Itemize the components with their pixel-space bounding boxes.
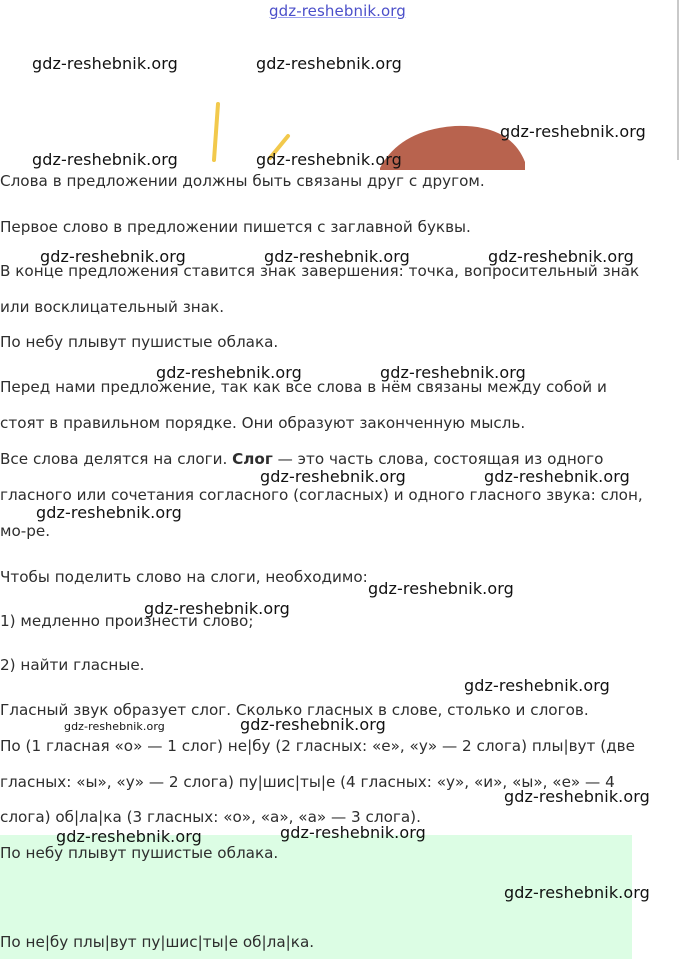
watermark[interactable]: gdz-reshebnik.org <box>256 54 402 73</box>
paragraph-ending-line2: или восклицательный знак. <box>0 298 225 316</box>
paragraph-syllable-line2: гласного или сочетания согласного (согласных) и одного гласного звука: слон, <box>0 486 643 504</box>
watermark[interactable]: gdz-reshebnik.org <box>488 247 634 266</box>
watermark[interactable]: gdz-reshebnik.org <box>144 599 290 618</box>
list-step-2: 2) найти гласные. <box>0 656 145 674</box>
watermark[interactable]: gdz-reshebnik.org <box>464 676 610 695</box>
watermark[interactable]: gdz-reshebnik.org <box>40 247 186 266</box>
paragraph-capital-letter: Первое слово в предложении пишется с заглавной буквы. <box>0 218 471 236</box>
paragraph-example-sentence: По небу плывут пушистые облака. <box>0 333 279 351</box>
paragraph-explanation-line1: Перед нами предложение, так как все слова в нём связаны между собой и <box>0 378 607 396</box>
watermark[interactable]: gdz-reshebnik.org <box>256 150 402 169</box>
watermark[interactable]: gdz-reshebnik.org <box>504 883 650 902</box>
page-edge-line <box>677 0 679 160</box>
watermark[interactable]: gdz-reshebnik.org <box>484 467 630 486</box>
watermark[interactable]: gdz-reshebnik.org <box>156 363 302 382</box>
paragraph-ending-line1: В конце предложения ставится знак завершения: точка, вопросительный знак <box>0 262 640 280</box>
watermark[interactable]: gdz-reshebnik.org <box>260 467 406 486</box>
watermark[interactable]: gdz-reshebnik.org <box>240 715 386 734</box>
watermark-small[interactable]: gdz-reshebnik.org <box>64 720 165 733</box>
syllable-definition: — это часть слова, состоящая из одного <box>272 450 604 468</box>
syllable-term: Слог <box>232 450 273 468</box>
watermark[interactable]: gdz-reshebnik.org <box>500 122 646 141</box>
watermark-top[interactable]: gdz-reshebnik.org <box>269 2 406 20</box>
answer-syllables: По не|бу плы|вут пу|шис|ты|е об|ла|ка. <box>0 933 315 951</box>
watermark[interactable]: gdz-reshebnik.org <box>280 823 426 842</box>
watermark[interactable]: gdz-reshebnik.org <box>36 503 182 522</box>
paragraph-analysis-line2: гласных: «ы», «у» — 2 слога) пу|шис|ты|е (4 гласных: «у», «и», «ы», «е» — 4 <box>0 773 615 791</box>
paragraph-vowel-rule: Гласный звук образует слог. Сколько гласных в слове, столько и слогов. <box>0 701 589 719</box>
list-step-1: 1) медленно произнести слово; <box>0 612 254 630</box>
watermark[interactable]: gdz-reshebnik.org <box>368 579 514 598</box>
watermark[interactable]: gdz-reshebnik.org <box>504 787 650 806</box>
paragraph-explanation-line2: стоят в правильном порядке. Они образуют законченную мысль. <box>0 414 526 432</box>
paragraph-how-to-divide: Чтобы поделить слово на слоги, необходимо: <box>0 568 368 586</box>
watermark[interactable]: gdz-reshebnik.org <box>264 247 410 266</box>
watermark[interactable]: gdz-reshebnik.org <box>56 827 202 846</box>
paragraph-analysis-line3: слога) об|ла|ка (3 гласных: «о», «а», «а» — 3 слога). <box>0 808 421 826</box>
yellow-stick-left <box>214 104 218 160</box>
syllable-intro: Все слова делятся на слоги. <box>0 450 233 468</box>
watermark[interactable]: gdz-reshebnik.org <box>32 150 178 169</box>
paragraph-syllable-line3: мо-ре. <box>0 522 51 540</box>
watermark[interactable]: gdz-reshebnik.org <box>380 363 526 382</box>
answer-sentence: По небу плывут пушистые облака. <box>0 844 279 862</box>
paragraph-words-linked: Слова в предложении должны быть связаны друг с другом. <box>0 172 485 190</box>
paragraph-analysis-line1: По (1 гласная «о» — 1 слог) не|бу (2 гласных: «е», «у» — 2 слога) плы|вут (две <box>0 737 635 755</box>
watermark[interactable]: gdz-reshebnik.org <box>32 54 178 73</box>
